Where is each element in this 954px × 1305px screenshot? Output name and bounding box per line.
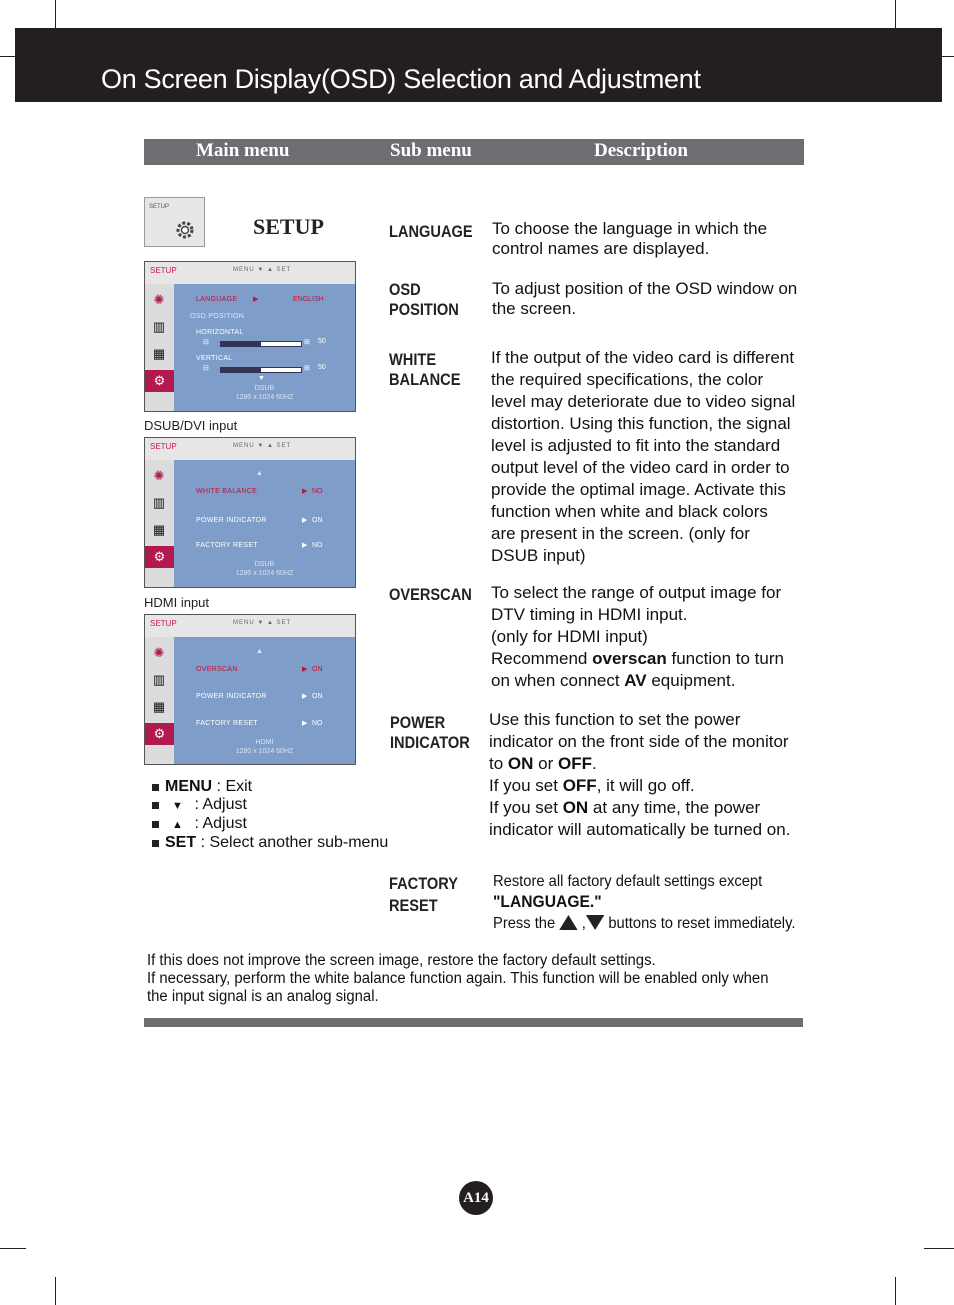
caption-dsub: DSUB/DVI input (144, 418, 238, 433)
plus-icon: ⊞ (304, 365, 310, 372)
osd-row-overscan: OVERSCAN (196, 666, 238, 673)
crop-mark (895, 1277, 896, 1305)
submenu-overscan: OVERSCAN (389, 585, 472, 604)
osd-value-power-indicator: ON (312, 517, 323, 524)
osd-screenshot-language (144, 261, 356, 412)
setup-gear-icon: ⚙ (145, 723, 174, 745)
submenu-power-indicator: POWER INDICATOR (390, 713, 470, 752)
down-button-icon (586, 915, 604, 930)
desc-factory-reset: Restore all factory default settings except "LANGUAGE." Press the , buttons to reset immediately. (493, 873, 796, 932)
crop-mark (0, 56, 15, 57)
desc-overscan: To select the range of output image for DTV timing in HDMI input. (only for HDMI input) Recommend overscan function to turn on when connect AV equipment. (491, 583, 784, 690)
osd-value-language: ENGLISH (293, 296, 324, 303)
header-main-menu: Main menu (196, 140, 290, 161)
osd-source: DSUB (254, 561, 275, 568)
arrow-right-icon: ▶ (302, 488, 308, 495)
desc-white-balance: If the output of the video card is different the required specifications, the color level may deteriorate due to video signal distortion. Using this function, the signal level is adjusted to fit into the standard output level of the video card in order to provide the optimal image. Activate this function when white and black colors are present in the screen. (only for DSUB input) (491, 348, 796, 565)
gear-icon (173, 218, 197, 242)
osd-row-vertical: VERTICAL (196, 355, 233, 362)
arrow-right-icon: ▶ (253, 296, 259, 303)
brightness-icon: ✺ (153, 645, 165, 660)
submenu-factory-reset: FACTORY RESET (389, 874, 459, 915)
osd-source: HDMI (255, 739, 274, 746)
osd-topbar (145, 262, 355, 284)
osd-sidebar (145, 637, 174, 764)
osd-value-white-balance: NO (312, 488, 323, 495)
osd-row-factory-reset: FACTORY RESET (196, 720, 258, 727)
osd-panel (174, 460, 355, 587)
legend-item-down: ▼ : Adjust (152, 796, 388, 815)
osd-topbar (145, 615, 355, 637)
osd-row-osd-position: OSD POSITION (190, 313, 245, 320)
setup-icon-label: SETUP (149, 204, 170, 210)
picture-icon: ▦ (152, 699, 166, 714)
osd-value-overscan: ON (312, 666, 323, 673)
osd-tab-setup: SETUP (150, 266, 177, 275)
osd-row-power-indicator: POWER INDICATOR (196, 517, 267, 524)
up-arrow-icon: ▲ (256, 470, 263, 477)
picture-icon: ▦ (152, 522, 166, 537)
osd-screenshot-overscan (144, 614, 356, 765)
osd-value-vertical: 50 (318, 364, 326, 371)
crop-mark (55, 1277, 56, 1305)
legend-item-menu: MENU : Exit (152, 778, 388, 796)
osd-panel (174, 637, 355, 764)
desc-power-indicator: Use this function to set the power indicator on the front side of the monitor to ON or OFF. If you set OFF, it will go off. If you set ON at any time, the power indicator will automatically be turned on. (489, 710, 791, 839)
minus-icon: ⊟ (203, 339, 209, 346)
color-icon: ▥ (152, 319, 166, 334)
bottom-rule (144, 1018, 803, 1027)
brightness-icon: ✺ (153, 292, 165, 307)
osd-row-white-balance: WHITE BALANCE (196, 488, 258, 495)
crop-mark (940, 56, 954, 57)
column-header (144, 139, 804, 165)
osd-mode: 1280 x 1024 60HZ (235, 394, 294, 401)
arrow-right-icon: ▶ (302, 542, 308, 549)
osd-tab-setup: SETUP (150, 442, 177, 451)
button-legend (152, 778, 388, 852)
osd-topbar (145, 438, 355, 460)
osd-panel (174, 284, 355, 411)
footnote: If this does not improve the screen image, restore the factory default settings. If necessary, perform the white balance function again. This function will be enabled only when the input signal is an analog signal. (147, 952, 769, 1005)
setup-menu-icon-box (144, 197, 205, 247)
osd-row-language: LANGUAGE (196, 296, 238, 303)
arrow-right-icon: ▶ (302, 666, 308, 673)
page-title: On Screen Display(OSD) Selection and Adjustment (101, 64, 701, 94)
setup-gear-icon: ⚙ (145, 546, 174, 568)
minus-icon: ⊟ (203, 365, 209, 372)
color-icon: ▥ (152, 672, 166, 687)
osd-row-power-indicator: POWER INDICATOR (196, 693, 267, 700)
page-number: A14 (459, 1181, 493, 1215)
submenu-language: LANGUAGE (389, 222, 473, 241)
osd-controls: MENU ▼ ▲ SET (233, 267, 292, 273)
osd-row-horizontal: HORIZONTAL (196, 329, 244, 336)
up-button-icon (559, 915, 577, 930)
main-menu-setup-title: SETUP (253, 214, 324, 239)
osd-controls: MENU ▼ ▲ SET (233, 443, 292, 449)
up-arrow-icon: ▲ (256, 648, 263, 655)
osd-screenshot-white-balance (144, 437, 356, 588)
setup-gear-icon: ⚙ (145, 370, 174, 392)
legend-item-set: SET : Select another sub-menu (152, 834, 388, 852)
desc-osd-position: To adjust position of the OSD window on the screen. (492, 279, 798, 318)
osd-value-factory-reset: NO (312, 542, 323, 549)
down-arrow-icon: ▼ (258, 375, 265, 382)
arrow-right-icon: ▶ (302, 517, 308, 524)
horizontal-slider (220, 341, 302, 347)
legend-item-up: ▲ : Adjust (152, 815, 388, 834)
osd-value-horizontal: 50 (318, 338, 326, 345)
crop-mark (924, 1248, 954, 1249)
osd-sidebar (145, 460, 174, 587)
osd-mode: 1280 x 1024 60HZ (235, 570, 294, 577)
caption-hdmi: HDMI input (144, 595, 210, 610)
brightness-icon: ✺ (153, 468, 165, 483)
color-icon: ▥ (152, 495, 166, 510)
crop-mark (895, 0, 896, 28)
osd-value-factory-reset: NO (312, 720, 323, 727)
vertical-slider (220, 367, 302, 373)
title-bar (15, 28, 942, 102)
header-description: Description (594, 140, 688, 161)
osd-sidebar (145, 284, 174, 411)
desc-language: To choose the language in which the control names are displayed. (492, 219, 768, 258)
arrow-right-icon: ▶ (302, 693, 308, 700)
crop-mark (55, 0, 56, 28)
osd-controls: MENU ▼ ▲ SET (233, 620, 292, 626)
header-sub-menu: Sub menu (390, 140, 472, 161)
crop-mark (0, 1248, 26, 1249)
plus-icon: ⊞ (304, 339, 310, 346)
arrow-right-icon: ▶ (302, 720, 308, 727)
osd-source: DSUB (254, 385, 275, 392)
picture-icon: ▦ (152, 346, 166, 361)
submenu-white-balance: WHITE BALANCE (389, 350, 461, 389)
osd-tab-setup: SETUP (150, 619, 177, 628)
submenu-osd-position: OSD POSITION (389, 280, 459, 319)
osd-row-factory-reset: FACTORY RESET (196, 542, 258, 549)
osd-mode: 1280 x 1024 60HZ (235, 748, 294, 755)
osd-value-power-indicator: ON (312, 693, 323, 700)
